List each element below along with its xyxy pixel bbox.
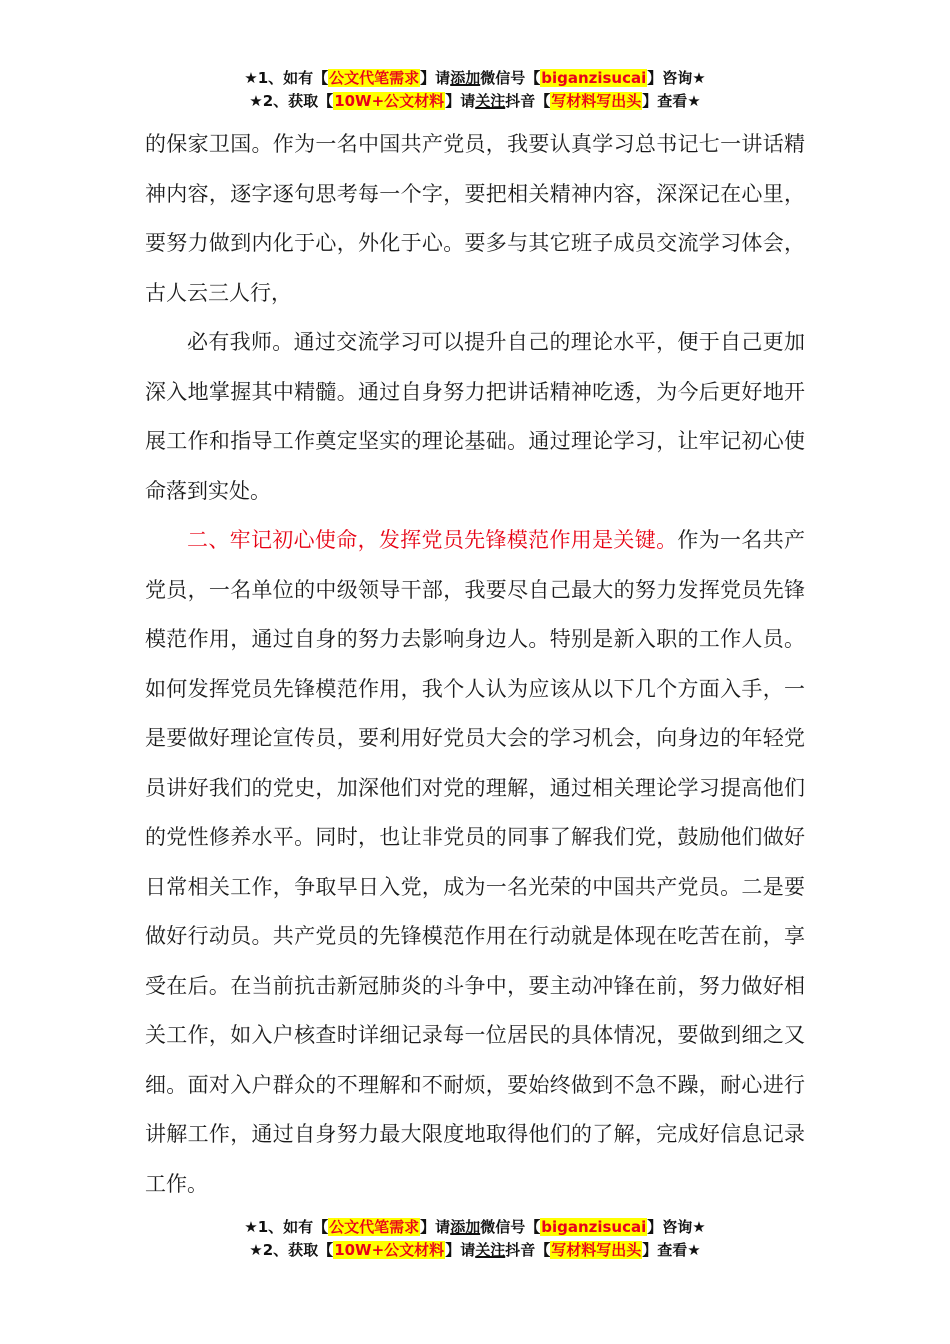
banner-highlight: 写材料写出头 (551, 92, 642, 110)
banner-text: ★1、如有【 (244, 69, 329, 87)
section-heading: 二、牢记初心使命，发挥党员先锋模范作用是关键。 (187, 528, 678, 552)
banner-text: 】请 (420, 1218, 451, 1236)
banner-text: 微信号【 (480, 1218, 541, 1236)
banner-text: 】咨询★ (647, 69, 706, 87)
paragraph-3-text: 作为一名共产党员，一名单位的中级领导干部，我要尽自己最大的努力发挥党员先锋模范作用，通过自身的努力去影响身边人。特别是新入职的工作人员。如何发挥党员先锋模范作用，我个人认为应该从以下几个方面入手，一是要做好理论宣传员，要利用好党员大会的学习机会，向身边的年轻党员讲好我们的党史，加深他们对党的理解，通过相关理论学习提高他们的党性修养水平。同时，也让非党员的同事了解我们党，鼓励他们做好日常相关工作，争取早日入党，成为一名光荣的中国共产党员。二是要做好行动员。共产党员的先锋模范作用在行动就是体现在吃苦在前，享受在后。在当前抗击新冠肺炎的斗争中，要主动冲锋在前，努力做好相关工作，如入户核查时详细记录每一位居民的具体情况，要做到细之又细。面对入户群众的不理解和不耐烦，要始终做到不急不躁，耐心进行讲解工作，通过自身努力最大限度地取得他们的了解，完成好信息记录工作。 (145, 528, 806, 1196)
paragraph-1: 的保家卫国。作为一名中国共产党员，我要认真学习总书记七一讲话精神内容，逐字逐句思考每一个字，要把相关精神内容，深深记在心里，要努力做到内化于心，外化于心。要多与其它班子成员交流学习体会，古人云三人行， (145, 132, 805, 305)
banner-highlight: 10W+公文材料 (334, 1241, 445, 1259)
header-banner (0, 67, 950, 113)
banner-text: 抖音【 (505, 1241, 551, 1259)
banner-line-1 (0, 67, 950, 90)
banner-emphasis: 关注 (475, 1241, 506, 1259)
banner-text: 】查看★ (642, 92, 701, 110)
banner-highlight: 公文代笔需求 (329, 1218, 420, 1236)
banner-highlight: biganzisucai (541, 1218, 647, 1236)
banner-highlight: 写材料写出头 (551, 1241, 642, 1259)
banner-line-2 (0, 1239, 950, 1262)
banner-text: 】咨询★ (647, 1218, 706, 1236)
banner-emphasis: 关注 (475, 92, 506, 110)
banner-highlight: biganzisucai (541, 69, 647, 87)
banner-text: ★2、获取【 (249, 92, 334, 110)
banner-line-1 (0, 1216, 950, 1239)
banner-text: 】请 (420, 69, 451, 87)
banner-text: ★1、如有【 (244, 1218, 329, 1236)
banner-line-2 (0, 90, 950, 113)
banner-highlight: 10W+公文材料 (334, 92, 445, 110)
footer-banner (0, 1216, 950, 1262)
banner-text: 】请 (445, 92, 476, 110)
banner-text: 】请 (445, 1241, 476, 1259)
banner-highlight: 公文代笔需求 (329, 69, 420, 87)
paragraph-2: 必有我师。通过交流学习可以提升自己的理论水平，便于自己更加深入地掌握其中精髓。通过自身努力把讲话精神吃透，为今后更好地开展工作和指导工作奠定坚实的理论基础。通过理论学习，让牢记初心使命落到实处。 (145, 330, 805, 503)
banner-text: 抖音【 (505, 92, 551, 110)
document-body (145, 120, 805, 1209)
banner-text: 】查看★ (642, 1241, 701, 1259)
paragraph-3 (145, 516, 805, 1209)
banner-emphasis: 添加 (450, 1218, 481, 1236)
banner-text: 微信号【 (480, 69, 541, 87)
banner-emphasis: 添加 (450, 69, 481, 87)
banner-text: ★2、获取【 (249, 1241, 334, 1259)
